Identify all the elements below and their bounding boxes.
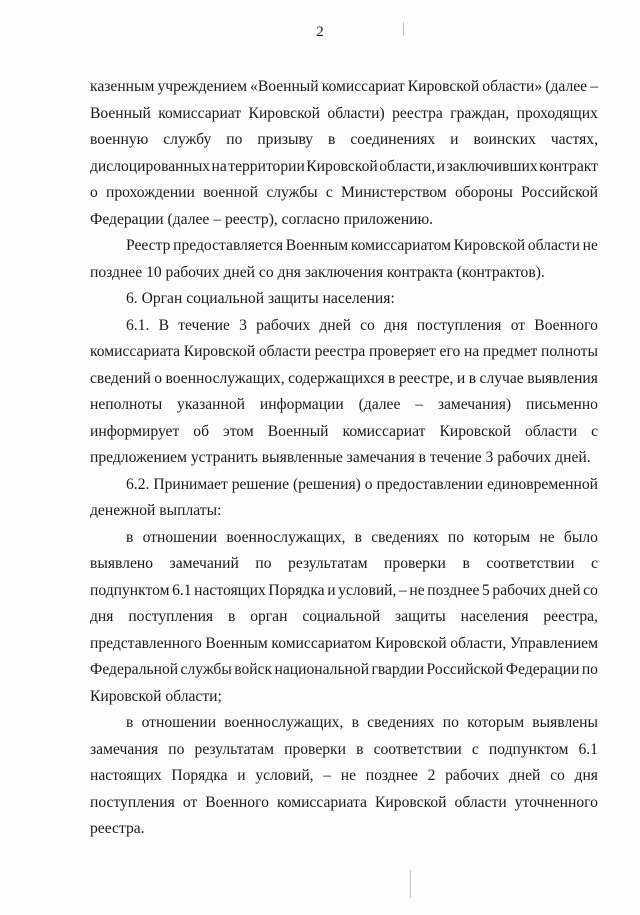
text-line: поступления от Военного комиссариата Кировской области уточненного xyxy=(90,793,598,811)
text-line: 6.2. Принимает решение (решения) о предоставлении единовременной xyxy=(126,475,598,493)
text-line: позднее 10 рабочих дней со дня заключения контракта (контрактов). xyxy=(90,263,545,281)
text-line: дислоцированных на территории Кировской области, и заключивших контракт xyxy=(90,157,598,175)
paragraph xyxy=(90,313,598,472)
text-line: сведений о военнослужащих, содержащихся в реестре, и в случае выявления xyxy=(90,369,598,387)
text-line: военную службу по призыву в соединениях и воинских частях, xyxy=(90,131,598,148)
paragraph xyxy=(90,525,598,711)
paragraph xyxy=(90,286,598,313)
text-line: в отношении военнослужащих, в сведениях по которым не было xyxy=(126,528,598,546)
text-line: реестра. xyxy=(90,820,145,837)
text-line: казенным учреждением «Военный комиссариат Кировской области» (далее – xyxy=(90,78,598,95)
text-line: Военный комиссариат Кировской области) реестра граждан, проходящих xyxy=(90,104,598,122)
text-line: о прохождении военной службы с Министерством обороны Российской xyxy=(90,184,598,201)
page-number: 2 xyxy=(316,24,324,40)
text-line: неполноты указанной информации (далее – замечания) письменно xyxy=(90,396,598,413)
paragraph xyxy=(90,74,598,233)
text-line: в отношении военнослужащих, в сведениях по которым выявлены xyxy=(126,714,598,731)
text-line: подпунктом 6.1 настоящих Порядка и условий, – не позднее 5 рабочих дней со xyxy=(90,581,598,599)
text-line: денежной выплаты: xyxy=(90,502,222,519)
text-line: предложением устранить выявленные замечания в течение 3 рабочих дней. xyxy=(90,449,591,466)
text-line: замечания по результатам проверки в соответствии с подпунктом 6.1 xyxy=(90,740,598,758)
scan-mark xyxy=(410,870,411,898)
text-line: дня поступления в орган социальной защиты населения реестра, xyxy=(90,608,598,625)
scan-mark xyxy=(403,22,404,36)
text-line: 6.1. В течение 3 рабочих дней со дня поступления от Военного xyxy=(126,316,598,334)
text-line: 6. Орган социальной защиты населения: xyxy=(126,290,395,307)
text-line: настоящих Порядка и условий, – не позднее 2 рабочих дней со дня xyxy=(90,767,598,784)
document-body xyxy=(90,74,598,843)
paragraph xyxy=(90,710,598,843)
text-line: представленного Военным комиссариатом Кировской области, Управлением xyxy=(90,634,598,652)
text-line: Реестр предоставляется Военным комиссариатом Кировской области не xyxy=(126,237,598,254)
text-line: Федерации (далее – реестр), согласно приложению. xyxy=(90,210,434,228)
paragraph xyxy=(90,472,598,525)
text-line: выявлено замечаний по результатам проверки в соответствии с xyxy=(90,555,598,572)
text-line: информирует об этом Военный комиссариат Кировской области с xyxy=(90,422,598,440)
text-line: Кировской области; xyxy=(90,687,222,705)
text-line: Федеральной службы войск национальной гвардии Российской Федерации по xyxy=(90,661,598,678)
paragraph xyxy=(90,233,598,286)
text-line: комиссариата Кировской области реестра проверяет его на предмет полноты xyxy=(90,343,598,360)
